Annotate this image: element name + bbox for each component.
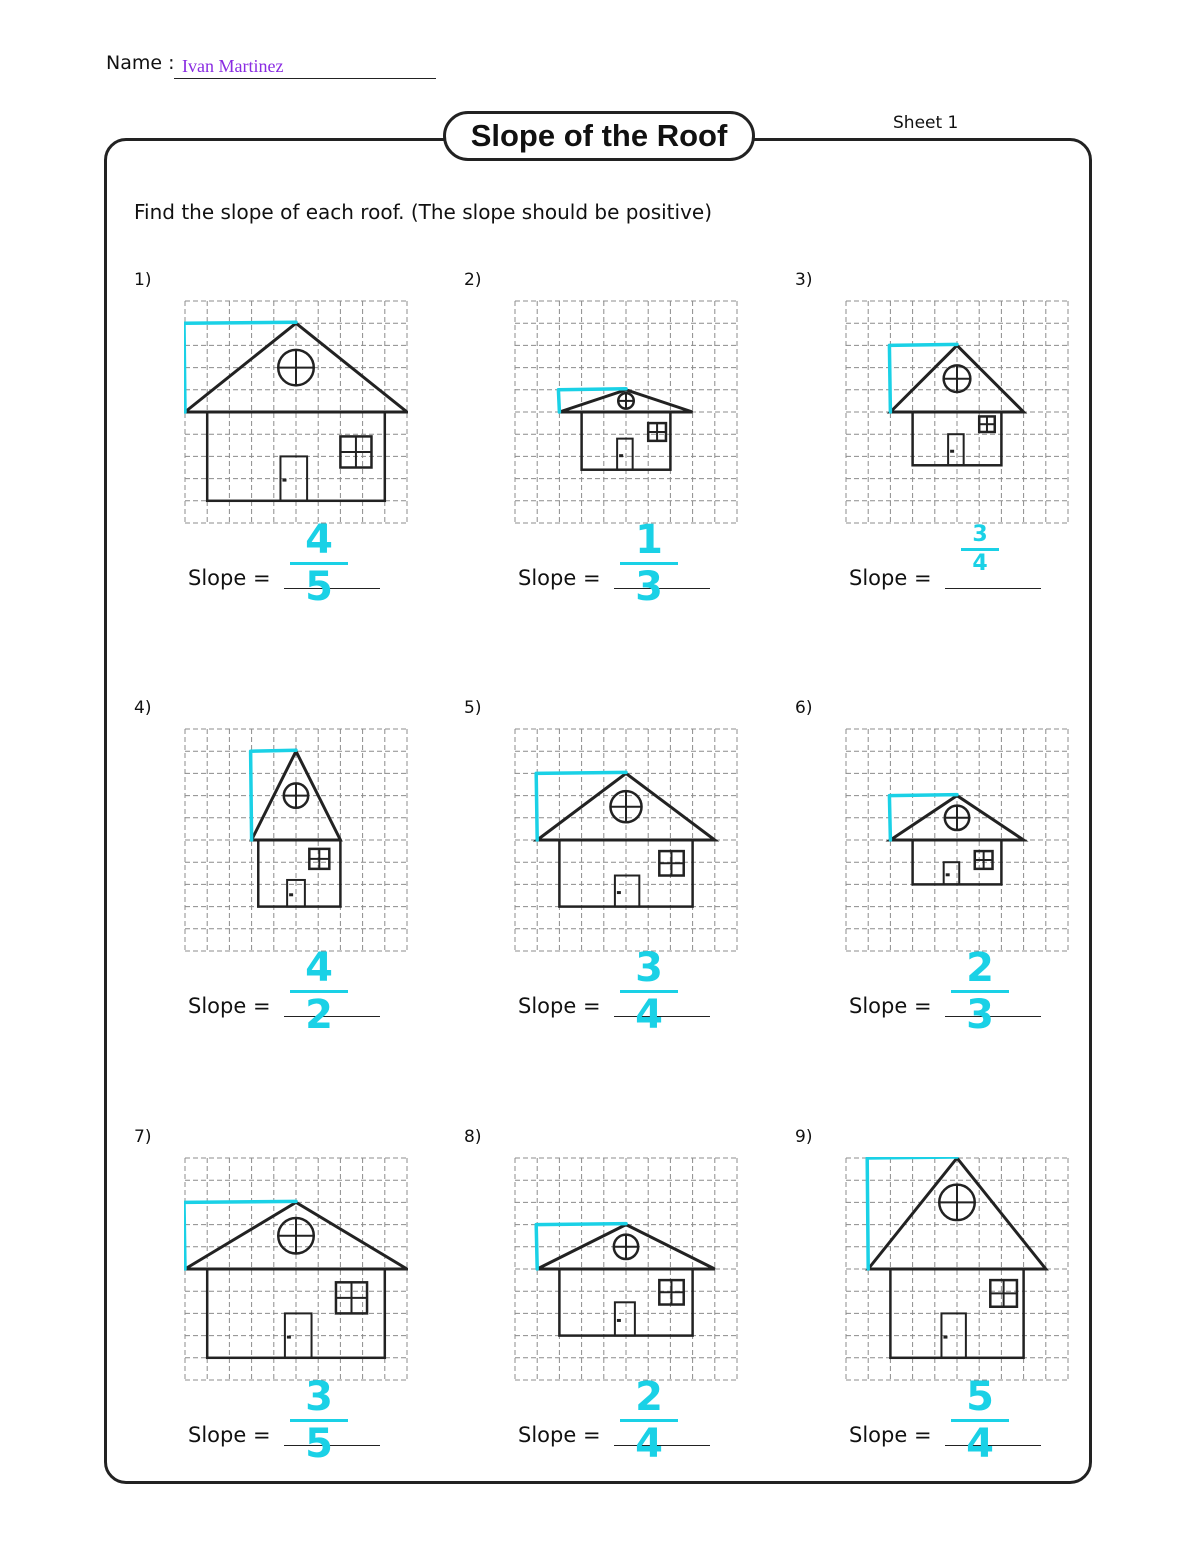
problem-8 [464, 1127, 784, 1507]
problem-9 [795, 1127, 1115, 1507]
handwritten-answer [284, 517, 354, 610]
problem-number: 3) [795, 270, 813, 290]
door-knob [617, 1319, 621, 1322]
handwritten-answer [614, 945, 684, 1038]
answer-denominator: 5 [305, 564, 333, 610]
square-window [340, 436, 371, 467]
answer-denominator: 5 [305, 1421, 333, 1467]
instructions: Find the slope of each roof. (The slope should be positive) [134, 200, 713, 224]
answer-numerator: 2 [966, 945, 994, 991]
problem-number: 2) [464, 270, 482, 290]
answer-denominator: 4 [635, 992, 663, 1038]
problem-5 [464, 698, 784, 1078]
house-grid [184, 728, 408, 952]
slope-label: Slope = [849, 1423, 932, 1447]
round-window [939, 1185, 975, 1221]
problem-7 [134, 1127, 454, 1507]
problem-2 [464, 270, 784, 650]
round-window [618, 393, 634, 409]
problem-number: 7) [134, 1127, 152, 1147]
answer-numerator: 3 [972, 522, 988, 547]
problem-number: 6) [795, 698, 813, 718]
round-window [614, 1235, 638, 1259]
round-window [944, 365, 971, 392]
round-window [278, 350, 314, 386]
door-knob [617, 891, 621, 894]
door [615, 1302, 635, 1335]
square-window [659, 851, 683, 875]
problem-number: 4) [134, 698, 152, 718]
door-knob [289, 893, 293, 896]
square-window [659, 1280, 683, 1304]
door-knob [946, 873, 950, 876]
handwritten-answer [614, 517, 684, 610]
answer-numerator: 3 [305, 1374, 333, 1420]
answer-numerator: 3 [635, 945, 663, 991]
handwritten-answer [614, 1374, 684, 1467]
problem-number: 8) [464, 1127, 482, 1147]
answer-numerator: 5 [966, 1374, 994, 1420]
door-knob [282, 479, 286, 482]
door-knob [619, 454, 623, 457]
door-knob [950, 450, 954, 453]
round-window [945, 806, 969, 830]
answer-denominator: 2 [305, 992, 333, 1038]
answer-numerator: 2 [635, 1374, 663, 1420]
name-field[interactable]: Ivan Martinez [174, 56, 436, 79]
square-window [990, 1280, 1017, 1307]
square-window [648, 423, 666, 441]
answer-line[interactable] [945, 588, 1041, 589]
slope-label: Slope = [188, 1423, 271, 1447]
handwritten-answer [955, 524, 1005, 575]
problem-number: 9) [795, 1127, 813, 1147]
answer-denominator: 4 [972, 551, 988, 576]
house-grid [845, 1157, 1069, 1381]
square-window [979, 416, 995, 432]
slope-label: Slope = [849, 994, 932, 1018]
handwritten-answer [284, 945, 354, 1038]
house-grid [514, 1157, 738, 1381]
slope-label: Slope = [518, 566, 601, 590]
answer-denominator: 4 [966, 1421, 994, 1467]
house-grid [514, 728, 738, 952]
round-window [278, 1218, 314, 1254]
round-window [610, 791, 641, 822]
door [948, 434, 964, 465]
answer-denominator: 3 [966, 992, 994, 1038]
door-knob [287, 1336, 291, 1339]
answer-numerator: 4 [305, 945, 333, 991]
slope-label: Slope = [849, 566, 932, 590]
slope-label: Slope = [518, 994, 601, 1018]
worksheet-title: Slope of the Roof [443, 111, 755, 161]
house-grid [514, 300, 738, 524]
house-grid [184, 1157, 408, 1381]
house-grid [184, 300, 408, 524]
handwritten-answer [284, 1374, 354, 1467]
problem-4 [134, 698, 454, 1078]
problem-3 [795, 270, 1115, 650]
house-grid [845, 728, 1069, 952]
slope-label: Slope = [188, 994, 271, 1018]
handwritten-answer [945, 1374, 1015, 1467]
round-window [284, 783, 308, 807]
handwritten-answer [945, 945, 1015, 1038]
sheet-label: Sheet 1 [893, 113, 959, 133]
slope-label: Slope = [188, 566, 271, 590]
answer-numerator: 4 [305, 517, 333, 563]
problem-number: 5) [464, 698, 482, 718]
square-window [975, 851, 993, 869]
slope-label: Slope = [518, 1423, 601, 1447]
house-grid [845, 300, 1069, 524]
problem-6 [795, 698, 1115, 1078]
name-label: Name : [106, 52, 175, 74]
problem-1 [134, 270, 454, 650]
square-window [309, 849, 329, 869]
door-knob [943, 1336, 947, 1339]
answer-numerator: 1 [635, 517, 663, 563]
problem-number: 1) [134, 270, 152, 290]
answer-denominator: 3 [635, 564, 663, 610]
answer-denominator: 4 [635, 1421, 663, 1467]
